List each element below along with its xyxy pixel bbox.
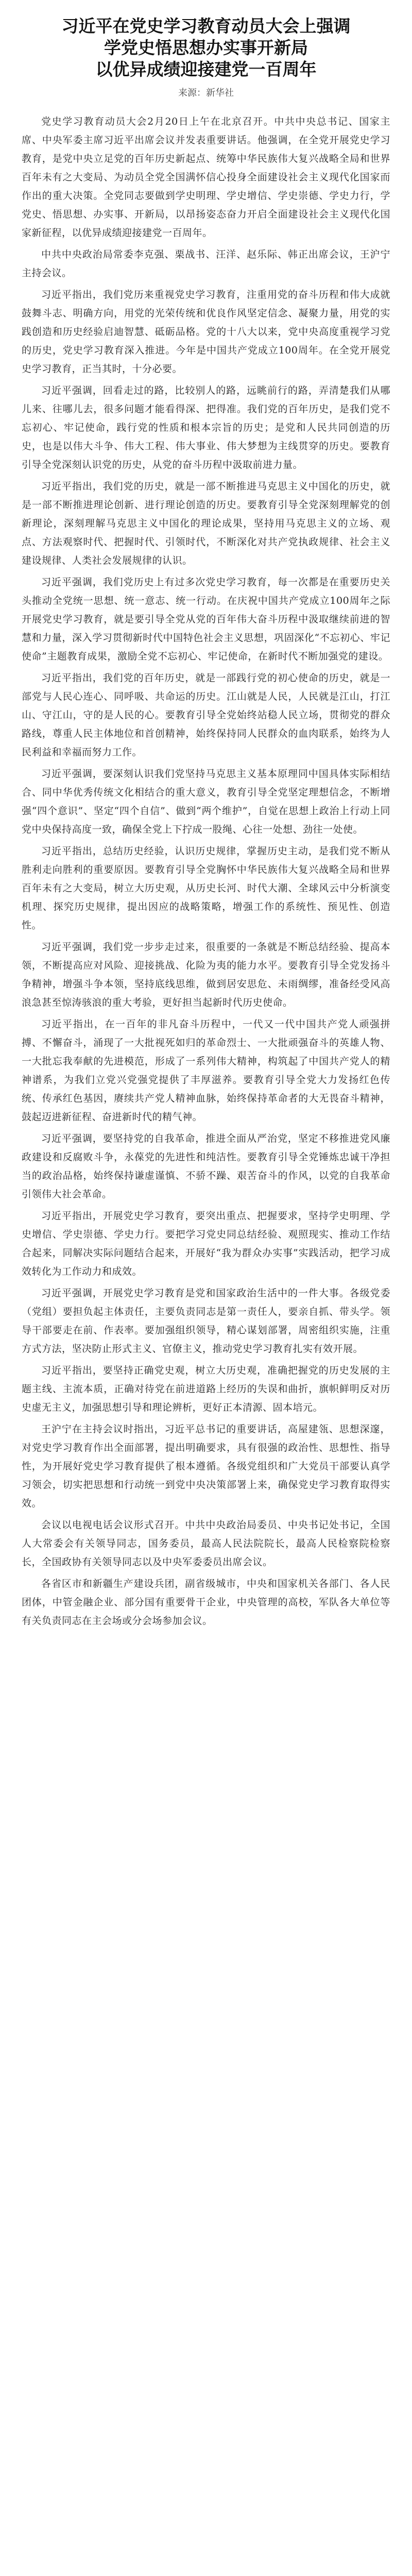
article-paragraph: 习近平指出，开展党史学习教育，要突出重点、把握要求，坚持学史明理、学史增信、学史崇德、学史力行。要把学习党史同总结经验、观照现实、推动工作结合起来，同解决实际问题结合起来，开展好“我为群众办实事”实践活动，把学习成效转化为工作动力和成效。	[22, 1210, 390, 1277]
article-paragraph: 习近平指出，我们党的历史，就是一部不断推进马克思主义中国化的历史，就是一部不断推进理论创新、进行理论创造的历史。要教育引导全党深刻理解党的创新理论，深刻理解马克思主义中国化的理论成果，坚持用马克思主义的立场、观点、方法观察时代、把握时代、引领时代，不断深化对共产党执政规律、社会主义建设规律、人类社会发展规律的认识。	[22, 481, 390, 566]
article-paragraph: 各省区市和新疆生产建设兵团，副省级城市，中央和国家机关各部门、各人民团体，中管金融企业、部分国有重要骨干企业，中央管理的高校，军队各大单位等有关负责同志在主会场或分会场参加会议。	[22, 1578, 390, 1626]
title-line-1: 习近平在党史学习教育动员大会上强调	[61, 16, 351, 36]
article-paragraph: 习近平强调，我们党历史上有过多次党史学习教育，每一次都是在重要历史关头推动全党统一思想、统一意志、统一行动。在庆祝中国共产党成立100周年之际开展党史学习教育，就是要引导全党从党的百年伟大奋斗历程中汲取继续前进的智慧和力量，深入学习贯彻新时代中国特色社会主义思想，巩固深化“不忘初心、牢记使命”主题教育成果，激励全党不忘初心、牢记使命，在新时代不断加强党的建设。	[22, 577, 390, 662]
article-paragraph: 中共中央政治局常委李克强、栗战书、汪洋、赵乐际、韩正出席会议，王沪宁主持会议。	[22, 249, 390, 279]
article-paragraph: 习近平指出，要坚持正确党史观，树立大历史观，准确把握党的历史发展的主题主线、主流本质，正确对待党在前进道路上经历的失误和曲折，旗帜鲜明反对历史虚无主义，加强思想引导和理论辨析，更好正本清源、固本培元。	[22, 1365, 390, 1413]
article-paragraph: 习近平强调，我们党一步步走过来，很重要的一条就是不断总结经验、提高本领，不断提高应对风险、迎接挑战、化险为夷的能力水平。要教育引导全党发扬斗争精神，增强斗争本领，坚持底线思维，做到居安思危、未雨绸缪，准备经受风高浪急甚至惊涛骇浪的重大考验，更好担当起新时代历史使命。	[22, 941, 390, 1008]
article-paragraph: 习近平指出，总结历史经验，认识历史规律，掌握历史主动，是我们党不断从胜利走向胜利的重要原因。要教育引导全党胸怀中华民族伟大复兴战略全局和世界百年未有之大变局，树立大历史观，从历史长河、时代大潮、全球风云中分析演变机理、探究历史规律，提出因应的战略策略，增强工作的系统性、预见性、创造性。	[22, 845, 390, 931]
title-line-3: 以优异成绩迎接建党一百周年	[95, 59, 317, 79]
article-paragraph: 习近平指出，我们党历来重视党史学习教育，注重用党的奋斗历程和伟大成就鼓舞斗志、明确方向，用党的光荣传统和优良作风坚定信念、凝聚力量，用党的实践创造和历史经验启迪智慧、砥砺品格。党的十八大以来，党中央高度重视学习党的历史，党史学习教育深入推进。今年是中国共产党成立100周年。在全党开展党史学习教育，正当其时，十分必要。	[22, 289, 390, 375]
article-body	[22, 112, 390, 1630]
article-paragraph: 习近平指出，我们党的百年历史，就是一部践行党的初心使命的历史，就是一部党与人民心连心、同呼吸、共命运的历史。江山就是人民，人民就是江山，打江山、守江山，守的是人民的心。要教育引导全党始终站稳人民立场，贯彻党的群众路线，尊重人民主体地位和首创精神，始终保持同人民群众的血肉联系，始终为人民利益和幸福而努力工作。	[22, 672, 390, 758]
article-paragraph: 习近平强调，回看走过的路，比较别人的路，远眺前行的路，弄清楚我们从哪儿来、往哪儿去，很多问题才能看得深、把得准。我们党的百年历史，是我们党不忘初心、牢记使命，践行党的性质和根本宗旨的历史；是党和人民共同创造的历史，也是以伟大斗争、伟大工程、伟大事业、伟大梦想为主线贯穿的历史。要教育引导全党深刻认识党的历史，从党的奋斗历程中汲取前进力量。	[22, 385, 390, 470]
title-line-2: 学党史悟思想办实事开新局	[104, 38, 308, 58]
article-paragraph: 党史学习教育动员大会2月20日上午在北京召开。中共中央总书记、国家主席、中央军委主席习近平出席会议并发表重要讲话。他强调，在全党开展党史学习教育，是党中央立足党的百年历史新起点、统筹中华民族伟大复兴战略全局和世界百年未有之大变局、为动员全党全国满怀信心投身全面建设社会主义现代化国家而作出的重大决策。全党同志要做到学史明理、学史增信、学史崇德、学史力行，学党史、悟思想、办实事、开新局，以昂扬姿态奋力开启全面建设社会主义现代化国家新征程，以优异成绩迎接建党一百周年。	[22, 116, 390, 239]
article-paragraph: 习近平指出，在一百年的非凡奋斗历程中，一代又一代中国共产党人顽强拼搏、不懈奋斗，涌现了一大批视死如归的革命烈士、一大批顽强奋斗的英雄人物、一大批忘我奉献的先进模范，形成了一系列伟大精神，构筑起了中国共产党人的精神谱系，为我们立党兴党强党提供了丰厚滋养。要教育引导全党大力发扬红色传统、传承红色基因，赓续共产党人精神血脉，始终保持革命者的大无畏奋斗精神，鼓起迈进新征程、奋进新时代的精气神。	[22, 1019, 390, 1123]
article-paragraph: 习近平强调，要坚持党的自我革命，推进全面从严治党，坚定不移推进党风廉政建设和反腐败斗争，永葆党的先进性和纯洁性。要教育引导全党锤炼忠诚干净担当的政治品格，始终保持谦虚谨慎、不骄不躁、艰苦奋斗的作风，以党的自我革命引领伟大社会革命。	[22, 1133, 390, 1200]
article-paragraph: 会议以电视电话会议形式召开。中共中央政治局委员、中央书记处书记，全国人大常委会有关领导同志，国务委员，最高人民法院院长，最高人民检察院检察长，全国政协有关领导同志以及中央军委委员出席会议。	[22, 1519, 390, 1568]
article-paragraph: 习近平强调，要深刻认识我们党坚持马克思主义基本原理同中国具体实际相结合、同中华优秀传统文化相结合的重大意义，教育引导全党坚定理想信念，不断增强“四个意识”、坚定“四个自信”、做到“两个维护”，自觉在思想上政治上行动上同党中央保持高度一致，确保全党上下拧成一股绳、心往一处想、劲往一处使。	[22, 768, 390, 835]
article-paragraph: 习近平强调，开展党史学习教育是党和国家政治生活中的一件大事。各级党委（党组）要担负起主体责任，主要负责同志是第一责任人，要亲自抓、带头学。领导干部要走在前、作表率。要加强组织领导，精心谋划部署，周密组织实施，注重方式方法，坚决防止形式主义、官僚主义，推动党史学习教育扎实有效开展。	[22, 1287, 390, 1354]
article-title	[22, 15, 390, 80]
article-paragraph: 王沪宁在主持会议时指出，习近平总书记的重要讲话，高屋建瓴、思想深邃，对党史学习教育作出全面部署，提出明确要求，具有很强的政治性、思想性、指导性，为开展好党史学习教育提供了根本遵循。各级党组织和广大党员干部要认真学习领会，切实把思想和行动统一到党中央决策部署上来，确保党史学习教育取得实效。	[22, 1423, 390, 1509]
article-source: 来源：新华社	[178, 88, 234, 98]
